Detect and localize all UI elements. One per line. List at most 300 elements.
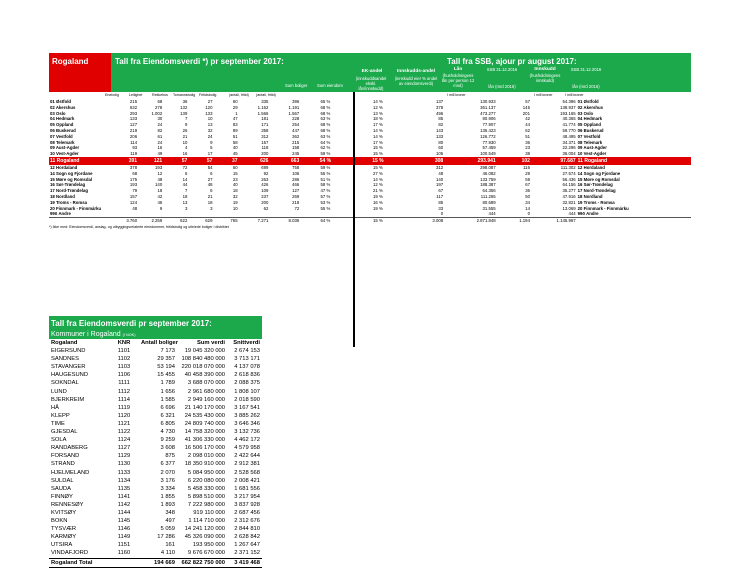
cell: 82 (157, 127, 163, 133)
county-name-right: 20 Finnmark - Finnmárku (577, 205, 629, 211)
cell: 13 (182, 199, 188, 205)
cell: 16 % (373, 199, 383, 205)
cell: 497 (165, 518, 175, 525)
cell: 12 % (373, 182, 383, 188)
cell: 1141 (117, 493, 131, 500)
cell: 663 (269, 157, 300, 165)
cell: 293.941 (444, 157, 497, 165)
cell: 2 371 152 (234, 550, 260, 557)
cell: 193 950 000 (192, 542, 225, 549)
county-name-right: 07 Vestfold (577, 133, 601, 139)
cell: 3 (184, 205, 188, 211)
table-row (49, 452, 262, 460)
cell: 194 669 (139, 558, 177, 567)
cell: 60 (232, 164, 238, 170)
cell: 9 676 670 000 (187, 550, 225, 557)
cell: 181 (261, 116, 269, 122)
eiendomsverdi-header (111, 53, 353, 92)
cell: 7 222 980 000 (187, 501, 225, 508)
table-row (49, 428, 262, 436)
cell: 48 (438, 170, 444, 176)
cell: 444 (488, 211, 496, 217)
cell: 136.423 (480, 127, 496, 133)
cell: 362 (292, 133, 300, 139)
cell: 51 (525, 133, 530, 139)
cell: 396 (292, 99, 300, 104)
cell: 298.087 (480, 164, 496, 170)
cell: 2 008 421 (234, 477, 260, 484)
cell: 201 (522, 110, 530, 116)
cell: 312 (435, 164, 444, 170)
cell: 6 321 (160, 412, 175, 419)
cell: 206 (129, 133, 138, 139)
cell: 15 455 (157, 372, 175, 379)
cell: 1121 (117, 420, 131, 427)
cell: 9 (159, 205, 163, 211)
county-name-right: 18 Nordland (577, 193, 603, 199)
cell: 14 % (373, 133, 383, 139)
county-name: 10 Vest-Agder (50, 151, 79, 157)
county-name: 18 Nordland (50, 193, 75, 199)
ssb-sub-lan: (husholdningens lån per person 12 mnd) (441, 73, 475, 88)
ssb-head-ek: EK-andel (361, 69, 383, 74)
col-unit-sum-eiendom: (antall, fritid) (256, 93, 276, 97)
cell: 1129 (117, 453, 131, 460)
cell: 4 730 (160, 429, 175, 436)
cell: 215 (292, 139, 300, 145)
cell: 1 (235, 110, 238, 116)
cell: 57 (163, 157, 188, 165)
table-row (49, 509, 262, 517)
cell: 111.302 (560, 164, 576, 170)
cell: 8.036 (269, 218, 300, 224)
cell: 622 (163, 218, 188, 224)
cell: 15 % (351, 218, 406, 224)
cell: 23 (232, 176, 238, 182)
header-row (49, 339, 262, 347)
cell: 1146 (117, 526, 131, 533)
cell: 2.871.848 (444, 218, 497, 224)
cell: 293 (129, 110, 138, 116)
cell: 40 (232, 145, 238, 151)
ssb-sub-ssb-1: lån (mrd 2016) (488, 84, 516, 89)
cell: 36 (525, 139, 530, 145)
cell: 140 (435, 176, 444, 182)
cell: 54 % (300, 157, 350, 165)
cell: 358 (261, 127, 269, 133)
cell: 140 (155, 182, 163, 188)
cell: 64 % (320, 139, 331, 145)
table-row (49, 355, 262, 363)
cell: 119 (130, 151, 138, 157)
cell: 1 656 (160, 388, 175, 395)
cell: 68 (132, 170, 138, 176)
county-name-right: 06 Buskerud (577, 127, 604, 133)
cell: 18 350 910 000 (184, 461, 225, 468)
cell: 133 (129, 116, 138, 122)
cell: 57 % (320, 193, 331, 199)
cell: 57 (525, 99, 530, 104)
county-name-right: 01 Østfold (577, 99, 599, 104)
cell: 175 (129, 176, 138, 182)
cell: 2 088 375 (234, 380, 260, 387)
cell: 93 (132, 145, 138, 151)
county-name (49, 218, 113, 224)
cell: 269 (292, 193, 300, 199)
cell: 67 (525, 182, 530, 188)
cell: 18 (232, 188, 238, 194)
cell: 1.566 (257, 110, 269, 116)
cell: 17 % (373, 139, 383, 145)
cell: 14 % (373, 99, 383, 104)
cell: 121 (138, 157, 163, 165)
municipality-name: BOKN (51, 518, 68, 525)
table-row (49, 469, 262, 477)
cell: 765 (213, 218, 238, 224)
cell: 48 (207, 182, 213, 188)
municipality-name: HÅ (51, 404, 60, 411)
table-row (49, 485, 262, 493)
cell: 16 (182, 151, 188, 157)
cell: 138.937 (560, 104, 576, 110)
cell: 391 (113, 157, 138, 165)
municipality-name: FINNØY (51, 493, 73, 500)
cell: 26 (182, 127, 188, 133)
ssb-head-lan: Lån (453, 67, 463, 72)
county-name-right: 09 Aust-Agder (577, 145, 607, 151)
cell: 1106 (117, 372, 131, 379)
table-row (49, 363, 262, 371)
cell: 15 % (373, 151, 383, 157)
county-table (49, 99, 691, 224)
cell: 27.574 (562, 170, 576, 176)
cell: 56.436 (562, 176, 576, 182)
cell: 38 (525, 151, 530, 157)
ssb-sub-innskudd-andel: (innskudd eier % andel av eiendomsverdi) (394, 76, 438, 86)
cell: 3.760 (113, 218, 138, 224)
cell: 378 (129, 164, 138, 170)
county-name: 04 Hedmark (50, 116, 75, 122)
cell: 55 % (320, 170, 331, 176)
cell: 14 758 320 000 (184, 429, 225, 436)
cell: 1103 (117, 364, 131, 371)
cell: 62 % (320, 145, 331, 151)
cell: 48 (132, 205, 138, 211)
table-row (49, 501, 262, 509)
cell: 106 (292, 170, 300, 176)
cell: 197 (435, 182, 444, 188)
county-name: 05 Oppland (50, 122, 74, 128)
cell: 109 (261, 188, 269, 194)
cell: 2 422 644 (234, 453, 260, 460)
municipality-name: HJELMELAND (51, 469, 90, 476)
cell: 12 % (373, 104, 383, 110)
cell: 59 (525, 176, 530, 182)
ssb-head-ssb-2: SSB 31.12.2016 (570, 67, 602, 72)
cell: 10 (232, 205, 238, 211)
cell: 2 098 010 000 (187, 453, 225, 460)
cell: 34.371 (562, 139, 576, 145)
cell: 45 (232, 151, 238, 157)
cell: 29 (525, 170, 530, 176)
cell: 13 (207, 122, 213, 128)
county-name-right: 03 Oslo (577, 110, 594, 116)
county-name: 14 Sogn og Fjordane (50, 170, 93, 176)
cell: 1.002 (151, 110, 163, 116)
cell: 15 (232, 170, 238, 176)
municipality-name: LUND (51, 388, 67, 395)
cell: 278 (155, 104, 163, 110)
cell: 1 585 (160, 396, 175, 403)
cell: 2 844 810 (234, 526, 260, 533)
cell: 9 (184, 122, 188, 128)
cell: 188.387 (480, 182, 496, 188)
cell: 35.277 (562, 188, 576, 194)
cell: 2 961 680 000 (187, 388, 225, 395)
cell: 19 % (373, 205, 383, 211)
cell: 59 % (320, 151, 331, 157)
cell: 4 137 078 (234, 364, 260, 371)
col-unit-lan: I mill kroner (447, 93, 466, 97)
cell: 77.907 (482, 122, 496, 128)
cell: 473.277 (480, 110, 496, 116)
cell: 1119 (117, 404, 131, 411)
cell: 21 (207, 193, 213, 199)
cell: 1160 (117, 550, 131, 557)
cell: 18 (182, 193, 188, 199)
column-heads-row (49, 92, 691, 99)
cell: 18 (157, 188, 163, 194)
municipality-name: HAUGESUND (51, 372, 89, 379)
cell: 17 % (373, 122, 383, 128)
cell: 133 (205, 110, 213, 116)
table-row (49, 379, 262, 387)
cell: 1 789 (160, 380, 175, 387)
cell: 1114 (117, 396, 131, 403)
cell: 348 (165, 509, 175, 516)
cell: 7 (184, 188, 188, 194)
cell: 361.137 (480, 104, 496, 110)
cell: 63 % (320, 116, 331, 122)
county-name-right: 04 Hedmark (577, 116, 603, 122)
county-name-right: 15 Møre og Romsdal (577, 176, 620, 182)
table-row (49, 347, 262, 355)
cell: 1145 (117, 518, 131, 525)
cell: 10 (182, 139, 188, 145)
cell: 40 458 390 000 (184, 372, 225, 379)
table-row (49, 460, 262, 468)
cell: 200 (261, 199, 269, 205)
cell: 64 % (300, 218, 350, 224)
cell: 4 110 (160, 550, 175, 557)
municipality-name: GJESDAL (51, 429, 78, 436)
cell: 130.933 (480, 99, 496, 104)
municipality-table (49, 339, 262, 568)
cell: 80 (438, 139, 444, 145)
cell: 41 306 330 000 (184, 437, 225, 444)
cell: Snittverdi (233, 340, 260, 346)
municipality-name: VINDAFJORD (51, 550, 89, 557)
cell: 5 (210, 145, 213, 151)
cell: 57.459 (482, 145, 496, 151)
cell: 102 (497, 157, 531, 165)
cell: 220 018 070 000 (181, 364, 225, 371)
ssb-head-innskudd-andel: Innskudds-andel (396, 69, 436, 74)
table-row (49, 525, 262, 533)
cell: 24 (207, 133, 213, 139)
cell: 6 (210, 170, 213, 176)
county-name: 12 Hordaland (50, 164, 78, 170)
county-name: 15 Møre og Romsdal (50, 176, 93, 182)
cell: 1.191 (288, 104, 300, 110)
cell: 21 (182, 133, 188, 139)
cell: 15 % (373, 145, 383, 151)
cell: 58 (232, 139, 238, 145)
county-name: 19 Troms - Romsa (50, 199, 88, 205)
section-divider (353, 92, 355, 347)
cell: 124 (129, 199, 138, 205)
cell: 1149 (117, 534, 131, 541)
cell: 44 (182, 182, 188, 188)
cell: 48 (157, 176, 163, 182)
cell: 32 (232, 193, 238, 199)
county-name: 02 Akershus (50, 104, 76, 110)
cell: 1111 (118, 380, 130, 387)
cell: 47.916 (562, 193, 576, 199)
cell: 18 (207, 199, 213, 205)
county-table-body (49, 99, 691, 224)
cell: 3 167 541 (234, 404, 260, 411)
cell: 55 % (320, 205, 331, 211)
cell: 171 (261, 122, 269, 128)
cell: 16 (157, 145, 163, 151)
cell: 68 % (320, 127, 331, 133)
col-head-tomannsbolig: Tomannsbolig (173, 93, 196, 97)
cell: 85 (438, 116, 444, 122)
cell: 62 (263, 205, 269, 211)
table-row (49, 541, 262, 549)
cell: 34 (525, 199, 530, 205)
table-row (49, 493, 262, 501)
highlight-row (49, 157, 691, 165)
cell: 36 (525, 188, 530, 194)
cell: 117 (436, 193, 444, 199)
cell: 19 045 320 000 (184, 348, 225, 355)
cell: 92 (263, 170, 269, 176)
ssb-sub-ek: (innskuddsandel ekskl. lån/innskudd) (355, 76, 387, 91)
cell: 108 840 480 000 (181, 356, 225, 363)
cell: 7 (184, 116, 188, 122)
col-head-fritidsbolig: Fritidsbolig (199, 93, 217, 97)
cell: 1 114 710 000 (188, 518, 225, 525)
cell: 14 % (373, 176, 383, 182)
cell: 875 (165, 453, 175, 460)
cell: 15 % (373, 164, 383, 170)
cell: 68 % (320, 122, 331, 128)
cell: 64.356 (482, 188, 496, 194)
county-name: 03 Oslo (50, 110, 66, 116)
cell: 27 % (373, 170, 383, 176)
cell: 466 (292, 182, 300, 188)
cell: 378 (435, 104, 444, 110)
cell: 3 885 262 (234, 412, 260, 419)
cell: 1101 (117, 348, 131, 355)
cell: 447 (292, 127, 300, 133)
cell: 3 (210, 205, 213, 211)
cell: 3 419 468 (227, 558, 262, 567)
cell: 1 893 (160, 501, 175, 508)
cell: 9 (210, 139, 213, 145)
cell: 1120 (117, 412, 131, 419)
cell: 30 (157, 116, 163, 122)
cell: 1135 (117, 485, 131, 492)
cell: KNR (117, 340, 131, 346)
municipality-sheet (49, 316, 262, 568)
cell: 14 (525, 205, 530, 211)
municipality-name: SOKNDAL (51, 380, 79, 387)
cell: 80.689 (482, 199, 496, 205)
cell: 3 713 171 (234, 356, 260, 363)
municipality-name: SAUDA (51, 485, 71, 492)
cell: 1142 (117, 501, 131, 508)
cell: 245 (292, 151, 300, 157)
col-head-sum-eiendom: Sum eiendom (317, 83, 343, 88)
cell: 36.004 (562, 151, 576, 157)
cell: 312 (261, 133, 269, 139)
cell: 496 (435, 110, 444, 116)
cell: 4 462 172 (234, 437, 260, 444)
municipality-name: UTSIRA (51, 542, 73, 549)
county-name-right: 08 Telemark (577, 139, 603, 145)
cell: 50 (525, 193, 530, 199)
cell: 65 % (320, 99, 331, 104)
cell: 0 (440, 211, 444, 217)
county-name: 20 Finnmark - Finnmárku (50, 205, 102, 211)
cell: 137 (435, 99, 444, 104)
cell: 105 (435, 151, 444, 157)
cell: 286 (292, 176, 300, 182)
cell: 919 110 000 (193, 509, 225, 516)
cell: 36 (182, 99, 188, 104)
cell: 158 (292, 145, 300, 151)
cell: 67 (438, 188, 444, 194)
cell: 1 681 556 (234, 485, 260, 492)
county-overview-sheet (49, 53, 691, 229)
cell: 3 132 736 (234, 429, 260, 436)
cell: 219 (129, 127, 138, 133)
cell: 1.567 (288, 110, 300, 116)
municipality-name: KVITSØY (51, 509, 77, 516)
cell: 59 % (320, 164, 331, 170)
municipality-name: FORSAND (51, 453, 80, 460)
cell: 100.549 (480, 151, 496, 157)
cell: 120 (205, 104, 213, 110)
cell: 1122 (117, 429, 131, 436)
cell: 31.555 (482, 205, 496, 211)
cell: 57 (188, 157, 213, 165)
cell: 632 (129, 104, 138, 110)
table-row (49, 396, 262, 404)
cell: 82 (438, 122, 444, 128)
ssb-header (353, 53, 691, 92)
cell: 133 (435, 133, 444, 139)
county-name-right (577, 218, 691, 224)
cell: 47 (232, 116, 238, 122)
region-cell (49, 53, 111, 92)
cell: 23 (525, 145, 530, 151)
table-row (49, 420, 262, 428)
cell: 68 % (320, 104, 331, 110)
